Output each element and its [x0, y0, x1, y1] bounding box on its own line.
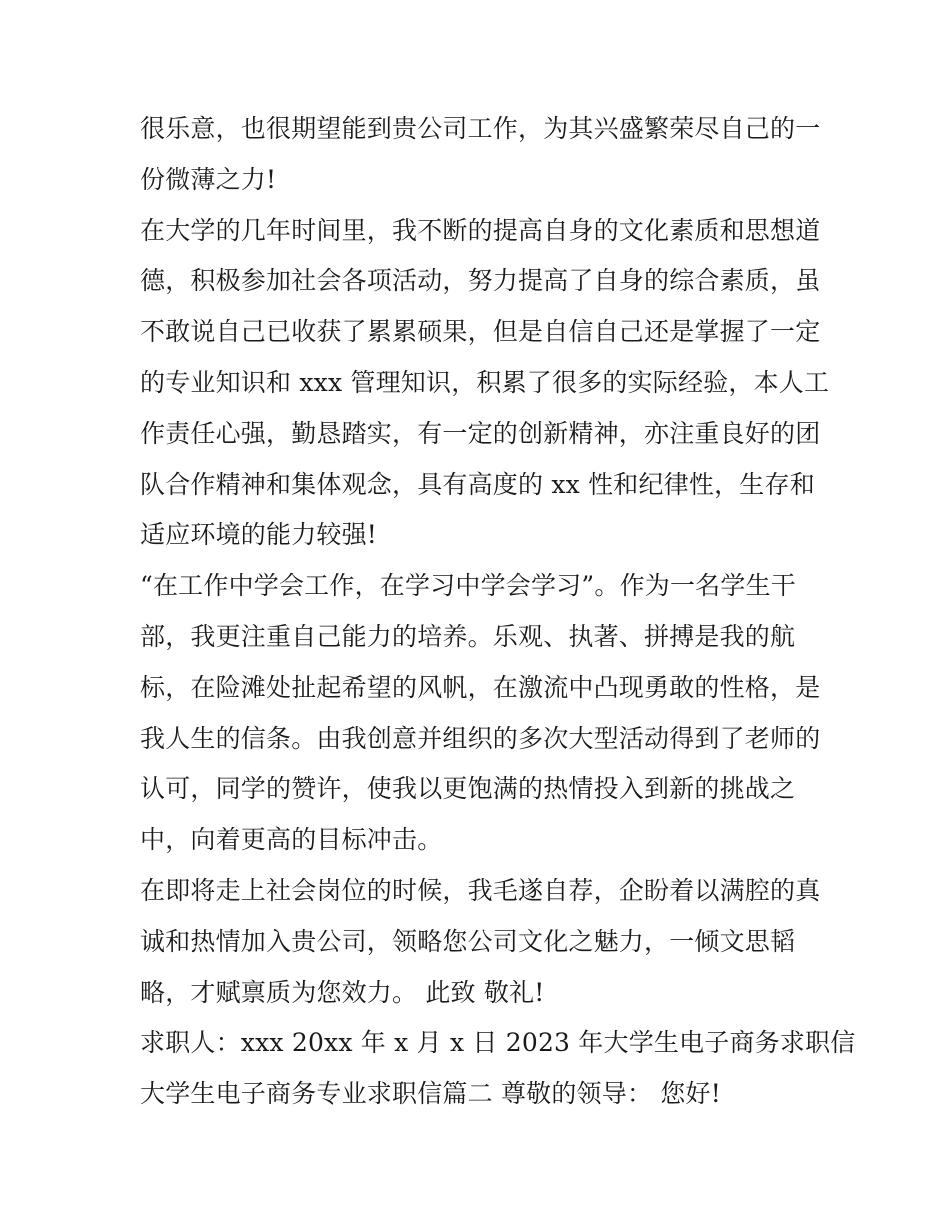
- text-line: 中，向着更高的目标冲击。: [140, 825, 443, 855]
- document-body: [140, 104, 856, 1120]
- text-line: 很乐意，也很期望能到贵公司工作，为其兴盛繁荣尽自己的一: [140, 114, 821, 143]
- text-line: 认可，同学的赞许，使我以更饱满的热情投入到新的挑战之: [140, 774, 796, 804]
- text-line: 不敢说自己已收获了累累硕果，但是自信自己还是掌握了一定: [140, 317, 821, 347]
- text-line: 部，我更注重自己能力的培养。乐观、执著、拼搏是我的航: [140, 621, 796, 651]
- text-line: 在大学的几年时间里，我不断的提高自身的文化素质和思想道: [140, 215, 821, 245]
- text-line: 队合作精神和集体观念，具有高度的 xx 性和纪律性，生存和: [140, 469, 815, 499]
- text-line: 作责任心强，勤恳踏实，有一定的创新精神，亦注重良好的团: [140, 418, 821, 448]
- text-line: 求职人：xxx 20xx 年 x 月 x 日 2023 年大学生电子商务求职信: [140, 1028, 856, 1058]
- text-line: 略，才赋禀质为您效力。 此致 敬礼!: [140, 977, 545, 1007]
- text-line: 我人生的信条。由我创意并组织的多次大型活动得到了老师的: [140, 723, 821, 753]
- text-line: 大学生电子商务专业求职信篇二 尊敬的领导： 您好!: [140, 1079, 721, 1109]
- text-line: 适应环境的能力较强!: [140, 520, 378, 550]
- text-line: “在工作中学会工作，在学习中学会学习”。作为一名学生干: [140, 571, 796, 601]
- text-line: 的专业知识和 xxx 管理知识，积累了很多的实际经验，本人工: [140, 367, 830, 397]
- text-line: 在即将走上社会岗位的时候，我毛遂自荐，企盼着以满腔的真: [140, 875, 821, 905]
- text-line: 标，在险滩处扯起希望的风帆，在激流中凸现勇敢的性格，是: [140, 672, 821, 702]
- text-line: 份微薄之力!: [140, 164, 277, 194]
- text-line: 德，积极参加社会各项活动，努力提高了自身的综合素质，虽: [140, 266, 821, 296]
- text-line: 诚和热情加入贵公司，领略您公司文化之魅力，一倾文思韬: [140, 926, 796, 956]
